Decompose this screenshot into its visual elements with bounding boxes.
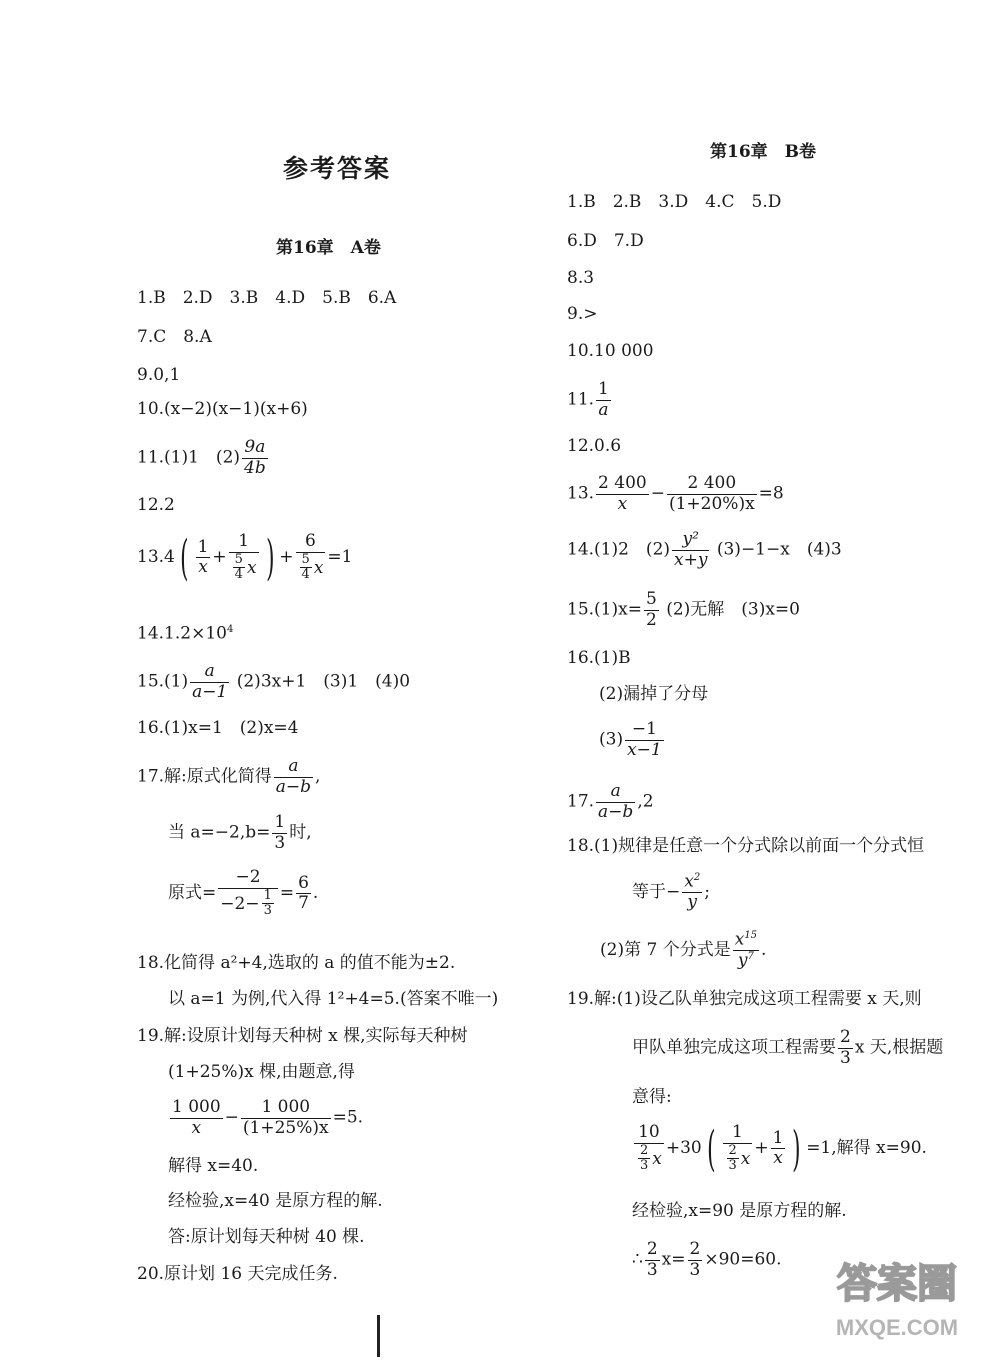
answer-line: 1.B 2.D 3.B 4.D 5.B 6.A xyxy=(137,288,397,308)
pen-stroke xyxy=(377,1315,380,1357)
answer-line: 18.(1)规律是任意一个分式除以前面一个分式恒 xyxy=(567,836,925,856)
answer-line: (2)漏掉了分母 xyxy=(599,684,709,704)
answer-line: 当 a=−2,b= $\frac{1}{3}$ 时, xyxy=(168,812,312,853)
answer-line: 12.2 xyxy=(137,495,175,515)
answer-line: 11. $\frac{1}{a}$ xyxy=(567,379,609,420)
answer-line: (1+25%)x 棵,由题意,得 xyxy=(168,1062,355,1082)
answer-line: 10.(x−2)(x−1)(x+6) xyxy=(137,399,308,419)
watermark-url: MXQE.COM xyxy=(835,1315,959,1340)
answer-line: 13.4 ( $\frac{1}{x}$ + 1 $\frac{5}{4}$ x ) + 6 $\frac{5}{4}$ x =1 xyxy=(137,529,353,586)
answer-line: 答:原计划每天种树 40 棵. xyxy=(168,1227,365,1247)
answer-line: 经检验,x=40 是原方程的解. xyxy=(168,1191,383,1211)
answer-line: 20.原计划 16 天完成任务. xyxy=(137,1264,338,1284)
answer-line: 甲队单独完成这项工程需要 $\frac{2}{3}$ x 天,根据题 xyxy=(632,1027,944,1068)
answer-line: $\frac{1 000}{x}$ − $\frac{1 000}{(1+25\%)x}$ =5. xyxy=(172,1097,364,1138)
answer-line: 6.D 7.D xyxy=(567,231,644,251)
answer-line: 18.化简得 a²+4,选取的 a 的值不能为±2. xyxy=(137,953,456,973)
answer-line: 等于− $\frac{x^2}{y}$ ; xyxy=(632,871,710,913)
answer-line: 9.> xyxy=(567,304,598,324)
section-heading-a: 第16章 A卷 xyxy=(276,238,381,258)
answer-line: 19.解:(1)设乙队单独完成这项工程需要 x 天,则 xyxy=(567,989,922,1009)
answer-line: (2)第 7 个分式是 $\frac{x^{15}}{y^7}$ . xyxy=(600,929,767,971)
answer-line: 1.B 2.B 3.D 4.C 5.D xyxy=(567,192,782,212)
answer-line: $14.1.2\times 10^4$ xyxy=(137,623,234,644)
answer-line: 13. $\frac{2 400}{x}$ − $\frac{2 400}{(1+20\%)x}$ =8 xyxy=(567,473,784,514)
answer-line: 14.(1)2 (2) $\frac{\text{y²}}{x+y}$ (3)−1−x (4)3 xyxy=(567,529,842,570)
answer-line: 19.解:设原计划每天种树 x 棵,实际每天种树 xyxy=(137,1026,468,1046)
watermark-logo xyxy=(812,1247,982,1347)
answer-line: 解得 x=40. xyxy=(168,1156,259,1176)
answer-line: 原式= −2 −2− $\frac{1}{3}$ = $\frac{6}{7}$ . xyxy=(168,867,319,919)
answer-line: 15.(1) $\frac{a}{a-1}$ (2)3x+1 (3)1 (4)0 xyxy=(137,661,411,702)
answer-line: 9.0,1 xyxy=(137,365,181,385)
page-title: 参考答案 xyxy=(283,154,392,183)
section-heading-b: 第16章 B卷 xyxy=(710,142,817,162)
answer-line: 7.C 8.A xyxy=(137,327,212,347)
answer-line: 16.(1)x=1 (2)x=4 xyxy=(137,718,299,738)
answer-line: 10 $\frac{2}{3}$ x +30 ( 1 $\frac{2}{3}$ x + $\frac{1}{x}$ ) =1,解得 x=90. xyxy=(632,1123,927,1174)
answer-line: 意得: xyxy=(632,1087,672,1107)
answer-line: ∴ $\frac{2}{3}$ x= $\frac{2}{3}$ ×90=60. xyxy=(632,1239,782,1280)
answer-line: 以 a=1 为例,代入得 1²+4=5.(答案不唯一) xyxy=(168,989,499,1009)
answer-line: 17. $\frac{a}{a-b}$ ,2 xyxy=(567,781,654,822)
watermark-text: 答案圈 xyxy=(837,1262,957,1306)
answer-line: 10.10 000 xyxy=(567,341,654,361)
answer-line: 16.(1)B xyxy=(567,648,631,668)
answer-line: 11.(1)1 (2) $\frac{9a}{4b}$ xyxy=(137,437,266,478)
answer-line: 15.(1)x= $\frac{5}{2}$ (2)无解 (3)x=0 xyxy=(567,589,800,630)
answer-line: (3) $\frac{-1}{x-1}$ xyxy=(599,719,662,760)
answer-line: 经检验,x=90 是原方程的解. xyxy=(632,1201,847,1221)
answer-line: 17.解:原式化简得 $\frac{a}{a-b}$ , xyxy=(137,756,321,797)
answer-line: 12.0.6 xyxy=(567,436,622,456)
answer-line: 8.3 xyxy=(567,268,595,288)
